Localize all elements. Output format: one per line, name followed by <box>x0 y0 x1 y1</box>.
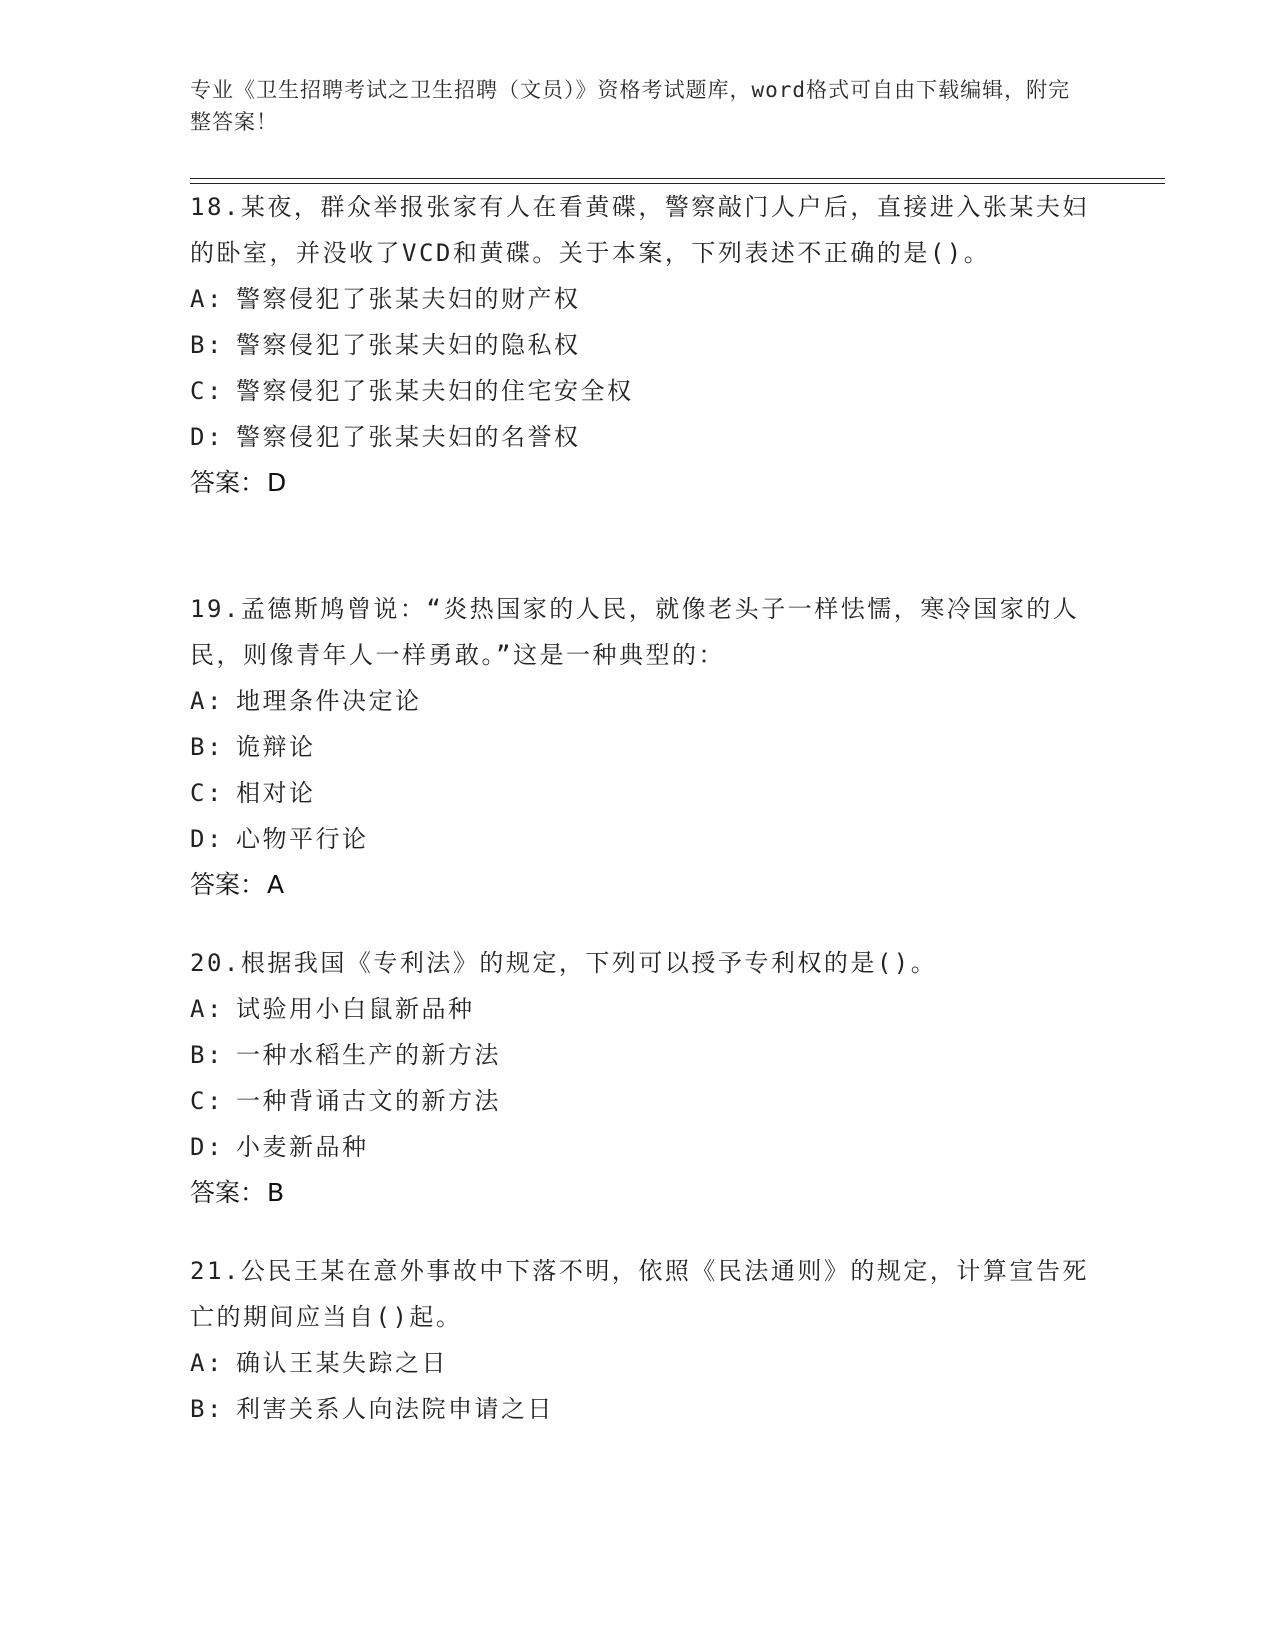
question-19 <box>190 582 1090 908</box>
option-letter: C: <box>190 377 224 405</box>
option-b <box>190 1032 1090 1078</box>
option-text: 确认王某失踪之日 <box>236 1349 448 1377</box>
option-a <box>190 986 1090 1032</box>
answer-line <box>190 460 1090 506</box>
option-b <box>190 724 1090 770</box>
option-b <box>190 322 1090 368</box>
option-text: 诡辩论 <box>236 733 316 761</box>
option-text: 警察侵犯了张某夫妇的隐私权 <box>236 331 581 359</box>
option-a <box>190 678 1090 724</box>
option-letter: B: <box>190 733 224 761</box>
option-letter: A: <box>190 285 224 313</box>
option-text: 相对论 <box>236 779 316 807</box>
question-text: 19.孟德斯鸠曾说：“炎热国家的人民，就像老头子一样怯懦，寒冷国家的人民，则像青年人一样勇敢。”这是一种典型的： <box>190 595 1080 669</box>
option-letter: B: <box>190 331 224 359</box>
option-text: 试验用小白鼠新品种 <box>236 995 475 1023</box>
option-text: 警察侵犯了张某夫妇的住宅安全权 <box>236 377 634 405</box>
answer-value: D <box>267 468 287 497</box>
option-a <box>190 276 1090 322</box>
question-21 <box>190 1244 1090 1432</box>
answer-line <box>190 862 1090 908</box>
option-d <box>190 816 1090 862</box>
answer-line <box>190 1170 1090 1216</box>
question-text: 18.某夜，群众举报张家有人在看黄碟，警察敲门人户后，直接进入张某夫妇的卧室，并没收了VCD和黄碟。关于本案，下列表述不正确的是()。 <box>190 193 1089 267</box>
answer-value: B <box>267 1178 285 1207</box>
option-letter: C: <box>190 1087 224 1115</box>
option-c <box>190 1078 1090 1124</box>
option-a <box>190 1340 1090 1386</box>
option-letter: A: <box>190 687 224 715</box>
option-letter: A: <box>190 1349 224 1377</box>
answer-label: 答案： <box>190 468 266 497</box>
option-letter: A: <box>190 995 224 1023</box>
option-letter: D: <box>190 825 224 853</box>
option-text: 警察侵犯了张某夫妇的名誉权 <box>236 423 581 451</box>
option-text: 小麦新品种 <box>236 1133 369 1161</box>
option-c <box>190 770 1090 816</box>
option-d <box>190 1124 1090 1170</box>
question-20 <box>190 936 1090 1216</box>
option-d <box>190 414 1090 460</box>
option-letter: B: <box>190 1041 224 1069</box>
document-header: 专业《卫生招聘考试之卫生招聘（文员）》资格考试题库，word格式可自由下载编辑，附完整答案！ <box>190 78 1071 134</box>
option-letter: B: <box>190 1395 224 1423</box>
option-text: 一种背诵古文的新方法 <box>236 1087 501 1115</box>
option-text: 心物平行论 <box>236 825 369 853</box>
answer-label: 答案： <box>190 1178 266 1207</box>
question-text: 20.根据我国《专利法》的规定，下列可以授予专利权的是()。 <box>190 949 938 977</box>
option-text: 一种水稻生产的新方法 <box>236 1041 501 1069</box>
option-text: 警察侵犯了张某夫妇的财产权 <box>236 285 581 313</box>
option-letter: C: <box>190 779 224 807</box>
header-divider-top <box>190 178 1165 179</box>
option-b <box>190 1386 1090 1432</box>
option-letter: D: <box>190 1133 224 1161</box>
option-text: 地理条件决定论 <box>236 687 422 715</box>
option-letter: D: <box>190 423 224 451</box>
option-c <box>190 368 1090 414</box>
answer-value: A <box>267 870 285 899</box>
answer-label: 答案： <box>190 870 266 899</box>
question-18 <box>190 180 1090 506</box>
option-text: 利害关系人向法院申请之日 <box>236 1395 554 1423</box>
question-text: 21.公民王某在意外事故中下落不明，依照《民法通则》的规定，计算宣告死亡的期间应当自()起。 <box>190 1257 1089 1331</box>
